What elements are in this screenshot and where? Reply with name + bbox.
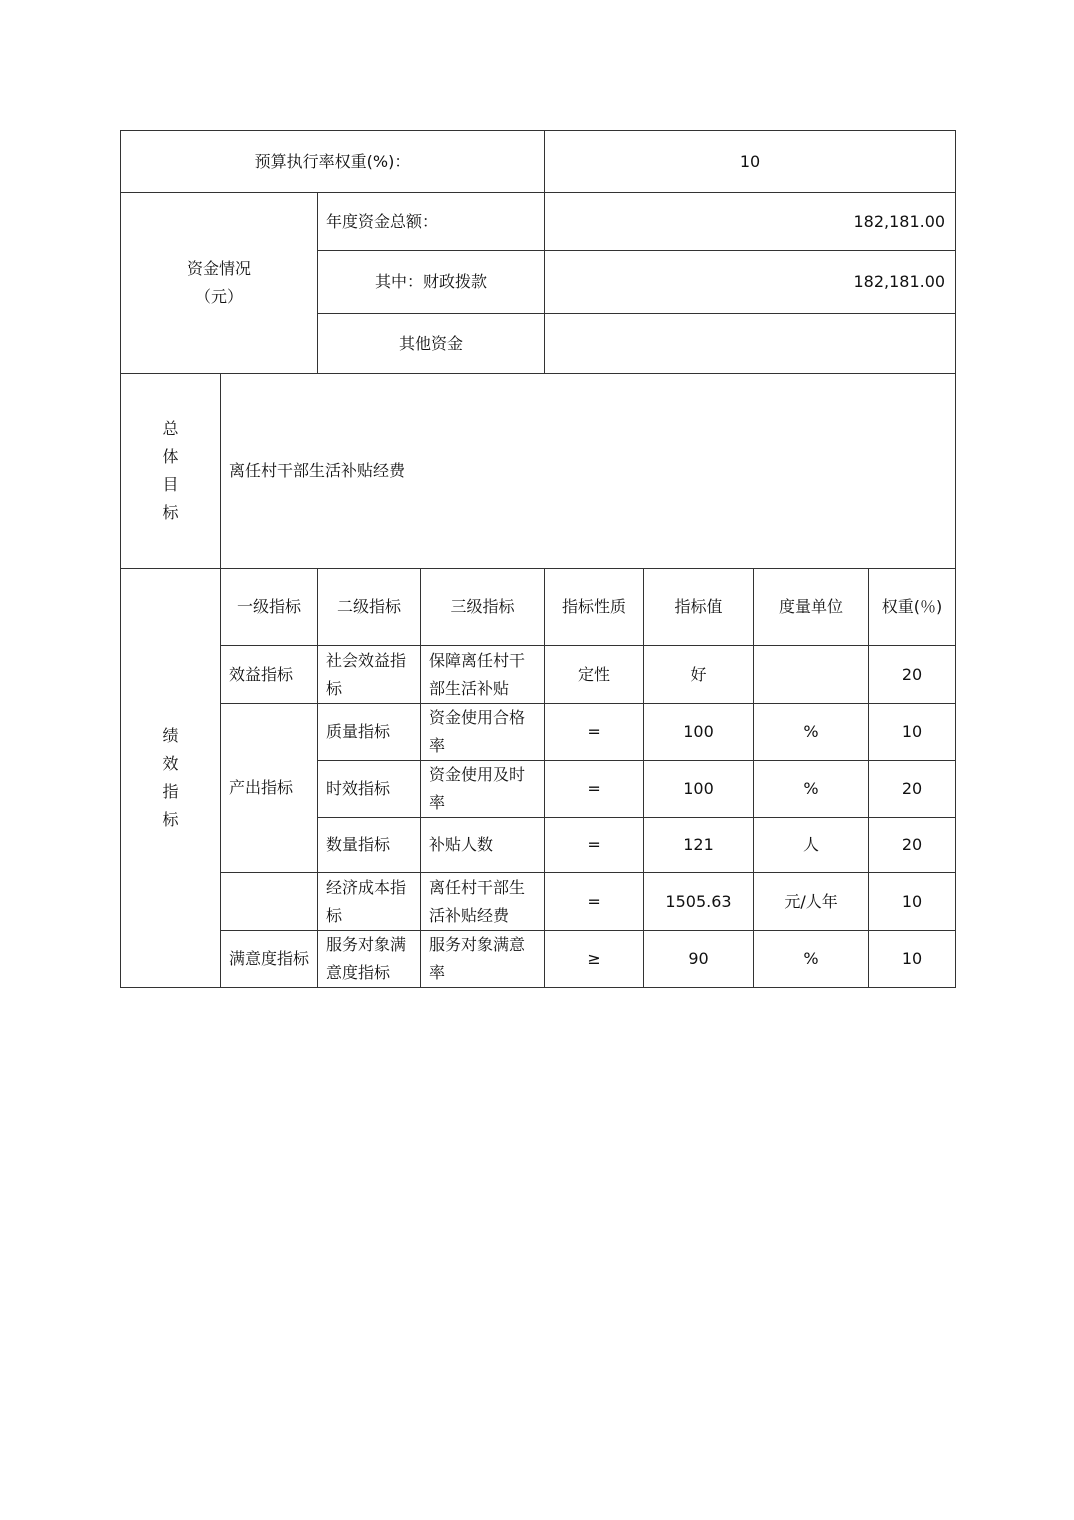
unit-cell: %: [754, 761, 869, 818]
goal-label-char: 目: [162, 475, 179, 494]
level3-cell: 补贴人数: [421, 818, 545, 873]
funds-fiscal-value: 182,181.00: [545, 251, 956, 314]
performance-label-char: 标: [162, 810, 179, 829]
funds-unit: （元）: [194, 287, 243, 306]
level1-cell: 满意度指标: [221, 931, 318, 988]
weight-cell: 20: [869, 646, 956, 704]
unit-cell: %: [754, 931, 869, 988]
level2-cell: 质量指标: [318, 704, 421, 761]
weight-cell: 10: [869, 873, 956, 931]
funds-total-value: 182,181.00: [545, 193, 956, 251]
nature-cell: =: [545, 761, 644, 818]
level1-cell: [221, 873, 318, 931]
value-cell: 121: [644, 818, 754, 873]
level1-cell: 效益指标: [221, 646, 318, 704]
header-unit: 度量单位: [754, 569, 869, 646]
level3-cell: 保障离任村干部生活补贴: [421, 646, 545, 704]
nature-cell: =: [545, 704, 644, 761]
weight-cell: 10: [869, 704, 956, 761]
table-row: [121, 646, 956, 704]
value-cell: 100: [644, 704, 754, 761]
goal-text: 离任村干部生活补贴经费: [221, 374, 956, 569]
nature-cell: =: [545, 818, 644, 873]
level2-cell: 社会效益指标: [318, 646, 421, 704]
level3-cell: 服务对象满意率: [421, 931, 545, 988]
funds-label-cell: [121, 193, 318, 374]
value-cell: 90: [644, 931, 754, 988]
level1-cell: 产出指标: [221, 704, 318, 873]
funds-total-row: [121, 193, 956, 251]
nature-cell: =: [545, 873, 644, 931]
header-level3: 三级指标: [421, 569, 545, 646]
level2-cell: 服务对象满意度指标: [318, 931, 421, 988]
level3-cell: 资金使用合格率: [421, 704, 545, 761]
goal-label-char: 体: [162, 447, 179, 466]
goal-row: [121, 374, 956, 569]
table-row: [121, 704, 956, 761]
unit-cell: 人: [754, 818, 869, 873]
header-value: 指标值: [644, 569, 754, 646]
header-level1: 一级指标: [221, 569, 318, 646]
level3-cell: 资金使用及时率: [421, 761, 545, 818]
unit-cell: 元/人年: [754, 873, 869, 931]
indicator-header-row: [121, 569, 956, 646]
header-nature: 指标性质: [545, 569, 644, 646]
performance-label-char: 指: [162, 782, 179, 801]
goal-label: [121, 374, 221, 569]
performance-goal-table: [120, 130, 956, 988]
table-row: [121, 873, 956, 931]
performance-label: [121, 569, 221, 988]
weight-cell: 20: [869, 761, 956, 818]
level2-cell: 数量指标: [318, 818, 421, 873]
funds-other-label: 其他资金: [318, 314, 545, 374]
weight-cell: 10: [869, 931, 956, 988]
table-row: [121, 931, 956, 988]
unit-cell: [754, 646, 869, 704]
performance-label-char: 效: [162, 754, 179, 773]
funds-fiscal-label: 其中：财政拨款: [318, 251, 545, 314]
goal-label-char: 总: [162, 419, 179, 438]
funds-total-label: 年度资金总额：: [318, 193, 545, 251]
funds-label: 资金情况: [186, 259, 251, 278]
weight-cell: 20: [869, 818, 956, 873]
value-cell: 100: [644, 761, 754, 818]
budget-row: [121, 131, 956, 193]
budget-label: 预算执行率权重(%)：: [121, 131, 545, 193]
funds-other-value: [545, 314, 956, 374]
performance-label-char: 绩: [162, 726, 179, 745]
value-cell: 好: [644, 646, 754, 704]
goal-label-char: 标: [162, 503, 179, 522]
level2-cell: 经济成本指标: [318, 873, 421, 931]
header-weight: 权重(％): [869, 569, 956, 646]
value-cell: 1505.63: [644, 873, 754, 931]
nature-cell: ≥: [545, 931, 644, 988]
level2-cell: 时效指标: [318, 761, 421, 818]
unit-cell: %: [754, 704, 869, 761]
budget-value: 10: [545, 131, 956, 193]
level3-cell: 离任村干部生活补贴经费: [421, 873, 545, 931]
nature-cell: 定性: [545, 646, 644, 704]
header-level2: 二级指标: [318, 569, 421, 646]
